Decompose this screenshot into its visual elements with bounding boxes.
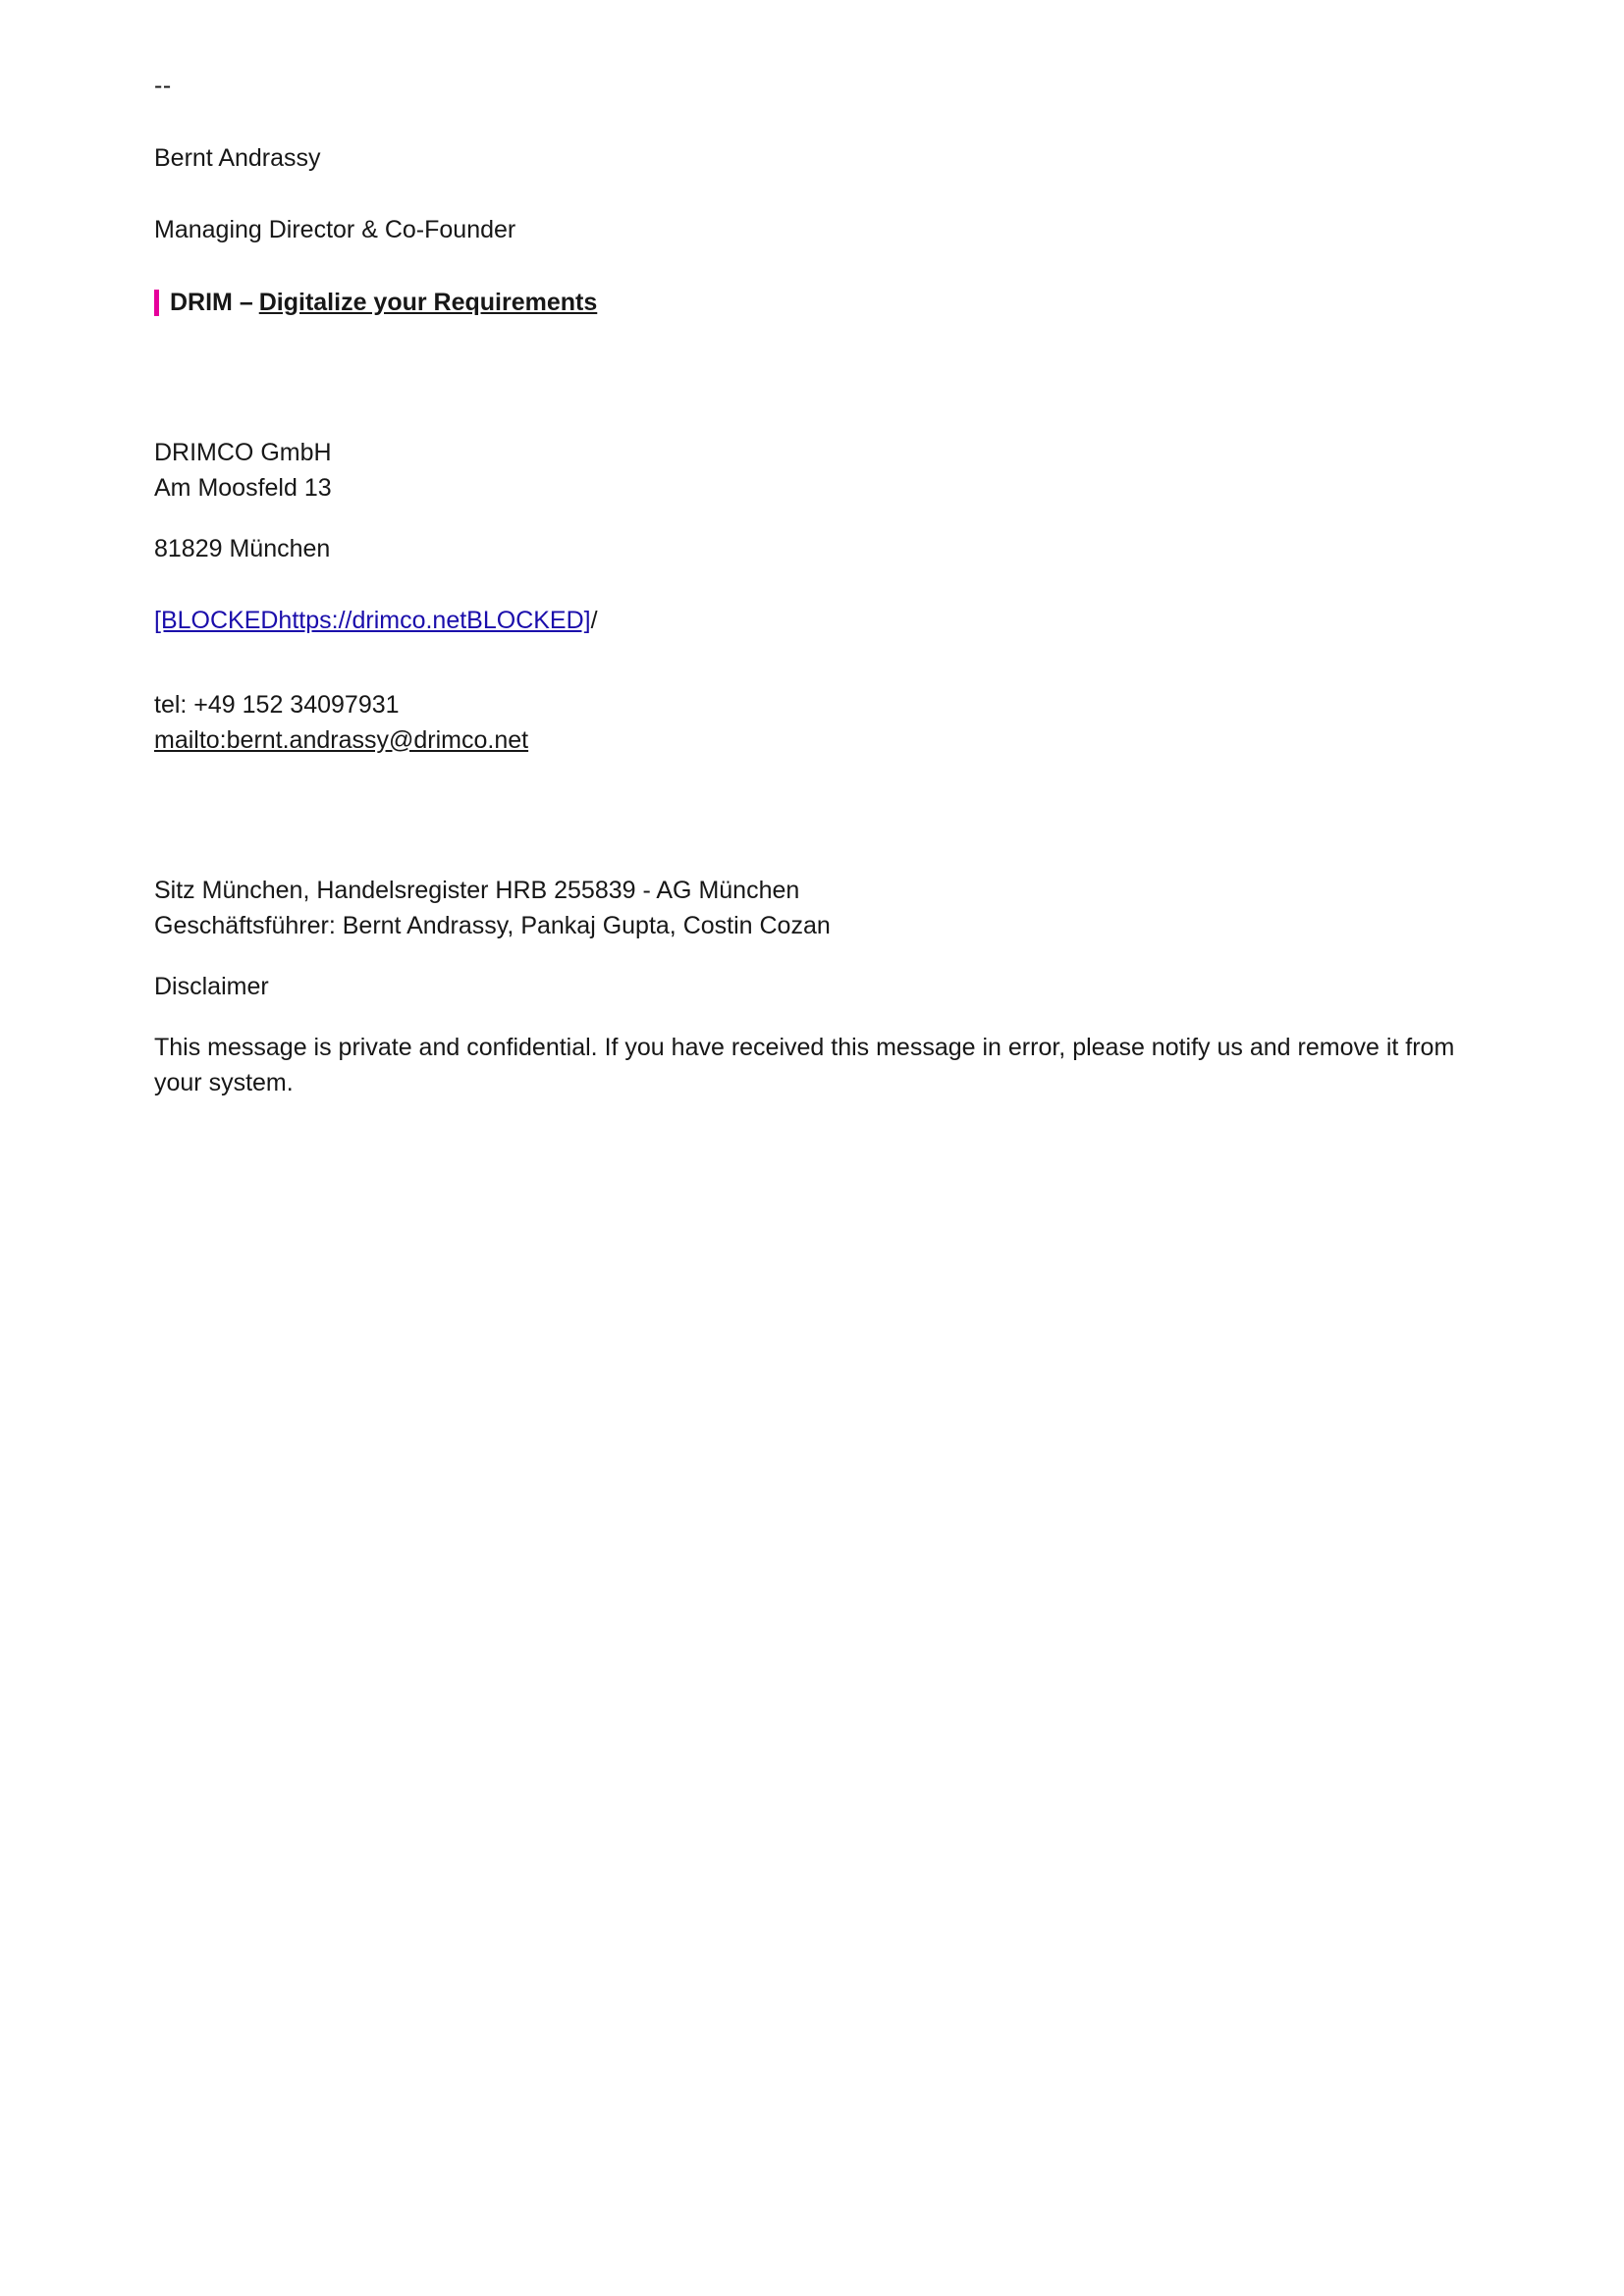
disclaimer-title: Disclaimer: [154, 972, 269, 1000]
website-link[interactable]: [BLOCKEDhttps://drimco.netBLOCKED]: [154, 607, 591, 635]
spacer: [154, 1004, 1477, 1030]
spacer: [154, 320, 1477, 410]
disclaimer-body: This message is private and confidential. If you have received this message in error, please notify us and remove it from your system.: [154, 1034, 1455, 1097]
managers-line: Geschäftsführer: Bernt Andrassy, Pankaj Gupta, Costin Cozan: [154, 911, 831, 939]
spacer: [154, 176, 1477, 213]
company-city: 81829 München: [154, 534, 331, 562]
spacer: [154, 944, 1477, 970]
signature-name: Bernt Andrassy: [154, 143, 321, 172]
brand-tagline: Digitalize your Requirements: [258, 288, 598, 316]
signature-role: Managing Director & Co-Founder: [154, 216, 516, 243]
phone-line: tel: +49 152 34097931: [154, 690, 400, 719]
spacer: [154, 104, 1477, 141]
spacer: [154, 848, 1477, 874]
email-signature: [154, 69, 1477, 1101]
company-street: Am Moosfeld 13: [154, 473, 332, 502]
spacer: [154, 639, 1477, 688]
spacer: [154, 507, 1477, 532]
company-name: DRIMCO GmbH: [154, 439, 332, 466]
website-line: [154, 604, 1477, 639]
brand-name: DRIM –: [170, 288, 253, 316]
website-suffix: /: [590, 607, 598, 635]
email-line: [154, 723, 1477, 759]
email-link[interactable]: mailto:bernt.andrassy@drimco.net: [154, 725, 529, 754]
spacer: [154, 566, 1477, 604]
spacer: [154, 758, 1477, 848]
spacer: [154, 248, 1477, 286]
registry-line: Sitz München, Handelsregister HRB 255839 - AG München: [154, 877, 800, 904]
signature-separator: --: [154, 72, 172, 99]
spacer: [154, 410, 1477, 436]
brand-accent-bar: [154, 290, 159, 316]
brand-line: [154, 286, 1477, 321]
